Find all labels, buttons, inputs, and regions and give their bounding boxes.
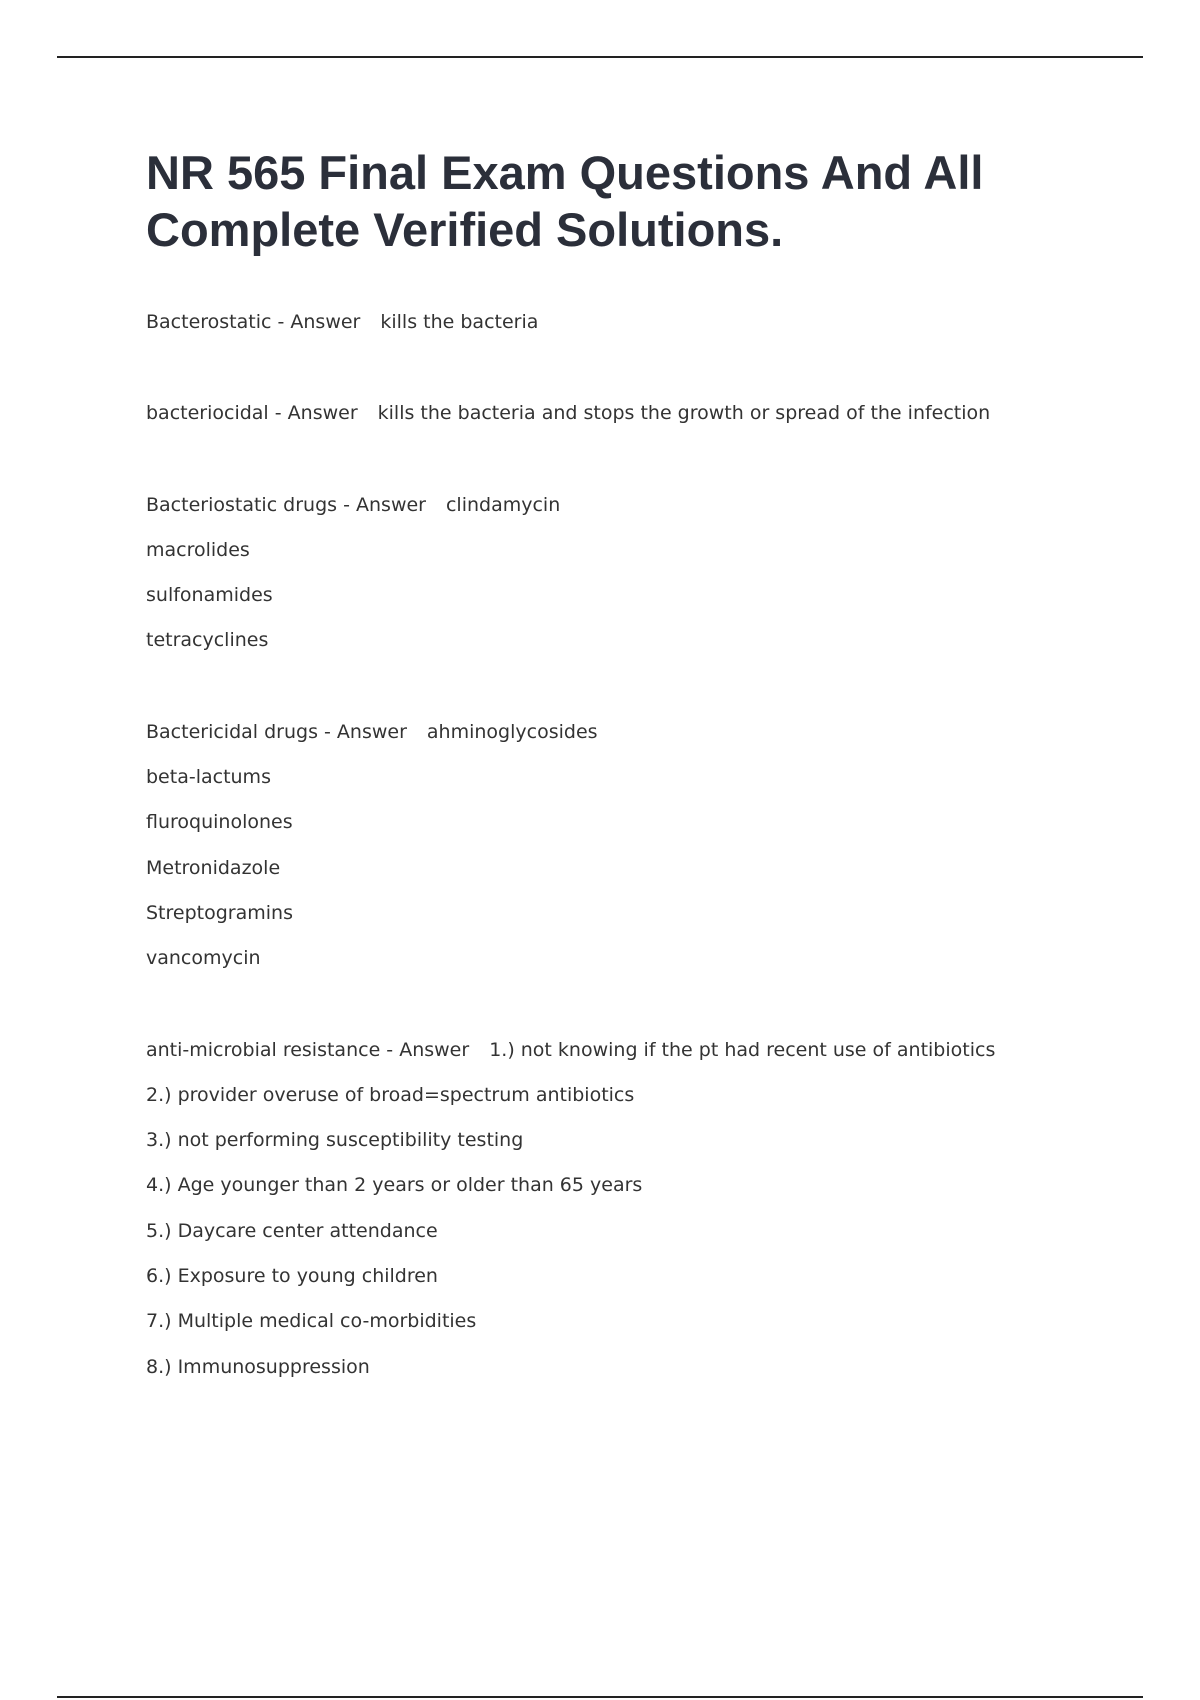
answer-label: Answer	[290, 311, 361, 333]
qa-question-line: Bacterostatic - Answer kills the bacteria	[146, 311, 539, 333]
answer-label: Answer	[356, 493, 426, 516]
answer-line: 3.) not performing susceptibility testing	[146, 1129, 524, 1152]
qa-question-line: bacteriocidal - Answer kills the bacteria and stops the growth or spread of the infection	[146, 402, 991, 425]
answer-label: Answer	[399, 1038, 470, 1061]
qa-question-line: Bactericidal drugs - Answer ahminoglycosides	[146, 720, 598, 743]
answer-line: fluroquinolones	[146, 811, 293, 834]
answer-line: 8.) Immunosuppression	[146, 1355, 370, 1378]
answer-text: clindamycin	[445, 493, 561, 516]
answer-line: beta-lactums	[146, 766, 271, 789]
answer-line: sulfonamides	[146, 584, 273, 607]
answer-line: Metronidazole	[146, 856, 281, 879]
answer-text: kills the bacteria	[380, 311, 539, 333]
header-rule	[57, 56, 1143, 58]
answer-text: kills the bacteria and stops the growth or spread of the infection	[377, 402, 991, 425]
answer-line: vancomycin	[146, 947, 261, 970]
qa-entry	[146, 300, 1106, 345]
qa-question-line: Bacteriostatic drugs - Answer clindamycin	[146, 493, 561, 516]
qa-question-line: anti-microbial resistance - Answer 1.) not knowing if the pt had recent use of antibiotics	[146, 1038, 996, 1061]
qa-entry	[146, 1028, 1106, 1390]
qa-term: bacteriocidal	[146, 402, 269, 425]
qa-term: Bactericidal drugs	[146, 720, 318, 743]
answer-text: ahminoglycosides	[426, 720, 598, 743]
qa-entry	[146, 710, 1106, 982]
qa-entry	[146, 483, 1106, 664]
answer-line: 2.) provider overuse of broad=spectrum antibiotics	[146, 1083, 635, 1106]
answer-line: 5.) Daycare center attendance	[146, 1219, 438, 1242]
qa-list	[146, 300, 1106, 1436]
qa-entry	[146, 391, 1106, 436]
answer-line: macrolides	[146, 538, 250, 561]
answer-label: Answer	[336, 720, 407, 743]
qa-term: anti-microbial resistance	[146, 1038, 381, 1061]
answer-line: tetracyclines	[146, 629, 269, 652]
answer-text: 1.) not knowing if the pt had recent use of antibiotics	[489, 1038, 996, 1061]
answer-label: Answer	[287, 402, 358, 425]
page-title: NR 565 Final Exam Questions And All Complete Verified Solutions.	[146, 146, 984, 256]
answer-line: 6.) Exposure to young children	[146, 1265, 438, 1288]
qa-term: Bacterostatic	[146, 311, 272, 333]
answer-line: 7.) Multiple medical co-morbidities	[146, 1310, 477, 1333]
answer-line: 4.) Age younger than 2 years or older than 65 years	[146, 1174, 643, 1197]
qa-term: Bacteriostatic drugs	[146, 493, 338, 516]
answer-line: Streptogramins	[146, 901, 293, 924]
footer-rule	[57, 1696, 1143, 1698]
